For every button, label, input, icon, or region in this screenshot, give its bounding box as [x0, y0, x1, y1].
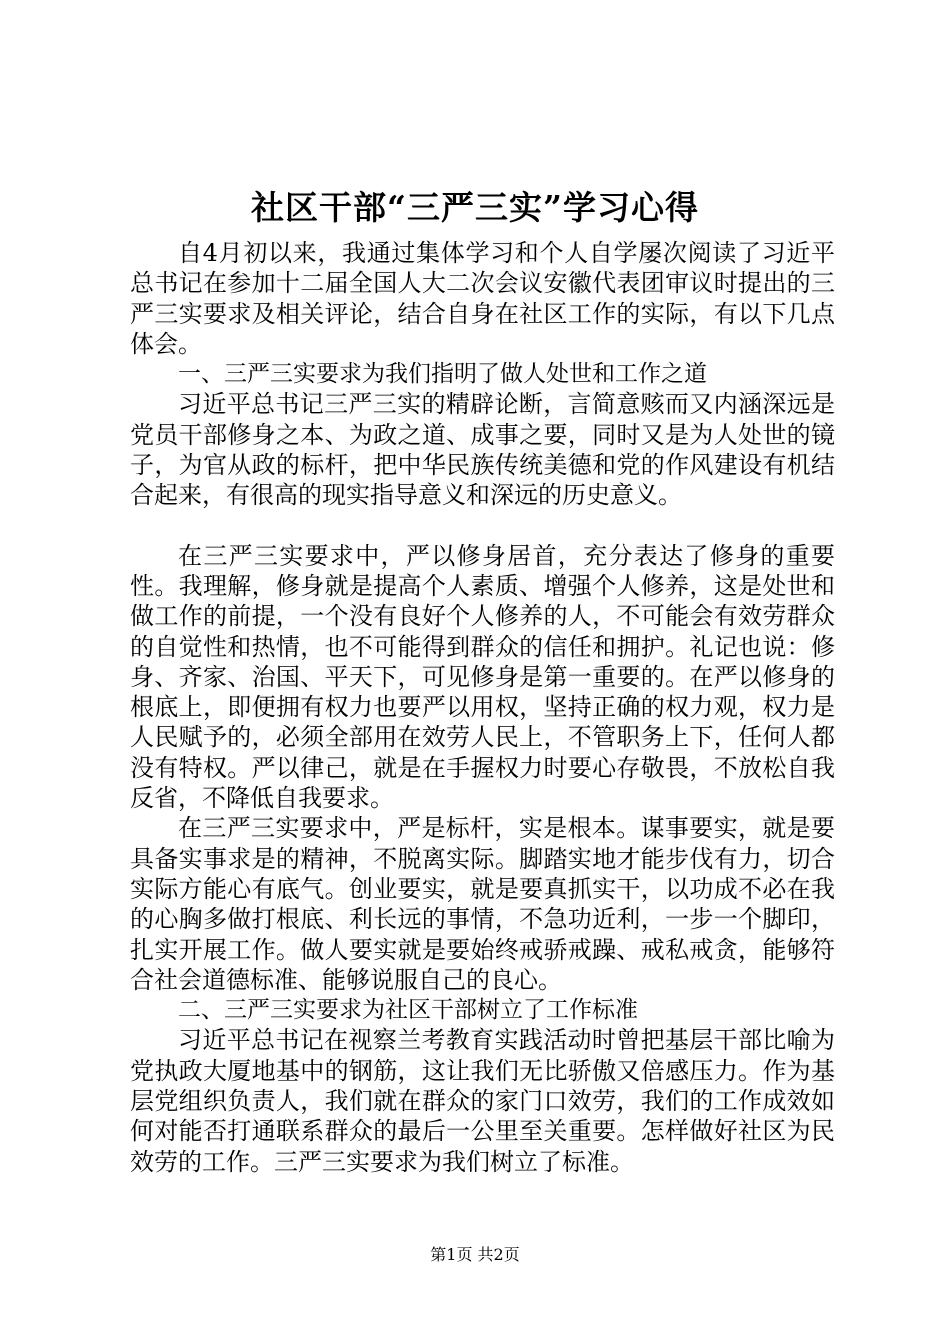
paragraph-section1-intro: 习近平总书记三严三实的精辟论断，言简意赅而又内涵深远是党员干部修身之本、为政之道、成事之要，同时又是为人处世的镜子，为官从政的标杆，把中华民族传统美德和党的作风建设有机结合起来，有很高的现实指导意义和深远的历史意义。 [130, 390, 835, 510]
document-title: 社区干部“三严三实”学习心得 [251, 188, 699, 227]
paragraph-intro: 自4月初以来，我通过集体学习和个人自学屡次阅读了习近平总书记在参加十二届全国人大二次会议安徽代表团审议时提出的三严三实要求及相关评论，结合自身在社区工作的实际，有以下几点体会。 [130, 239, 835, 358]
paragraph-section2-intro: 习近平总书记在视察兰考教育实践活动时曾把基层干部比喻为党执政大厦地基中的钢筋，这让我们无比骄傲又倍感压力。作为基层党组织负责人，我们就在群众的家门口效劳，我们的工作成效如何对能否打通联系群众的最后一公里至关重要。怎样做好社区为民效劳的工作。三严三实要求为我们树立了标准。 [130, 1026, 835, 1176]
document-body [130, 238, 835, 1177]
section-heading-2: 二、三严三实要求为社区干部树立了工作标准 [178, 997, 638, 1024]
paragraph-strict-and-practical: 在三严三实要求中，严是标杆，实是根本。谋事要实，就是要具备实事求是的精神，不脱离实际。脚踏实地才能步伐有力，切合实际方能心有底气。创业要实，就是要真抓实干，以功成不必在我的心胸多做打根底、利长远的事情，不急功近利，一步一个脚印，扎实开展工作。做人要实就是要始终戒骄戒躁、戒私戒贪，能够符合社会道德标准、能够说服自己的良心。 [130, 814, 835, 994]
page-footer: 第1页 共2页 [430, 1245, 520, 1264]
paragraph-self-cultivation: 在三严三实要求中，严以修身居首，充分表达了修身的重要性。我理解，修身就是提高个人素质、增强个人修养，这是处世和做工作的前提，一个没有良好个人修养的人，不可能会有效劳群众的自觉性和热情，也不可能得到群众的信任和拥护。礼记也说：修身、齐家、治国、平天下，可见修身是第一重要的。在严以修身的根底上，即便拥有权力也要严以用权，坚持正确的权力观，权力是人民赋予的，必须全部用在效劳人民上，不管职务上下，任何人都没有特权。严以律己，就是在手握权力时要心存敬畏，不放松自我反省，不降低自我要求。 [130, 541, 835, 813]
section-heading-1: 一、三严三实要求为我们指明了做人处世和工作之道 [178, 361, 707, 388]
